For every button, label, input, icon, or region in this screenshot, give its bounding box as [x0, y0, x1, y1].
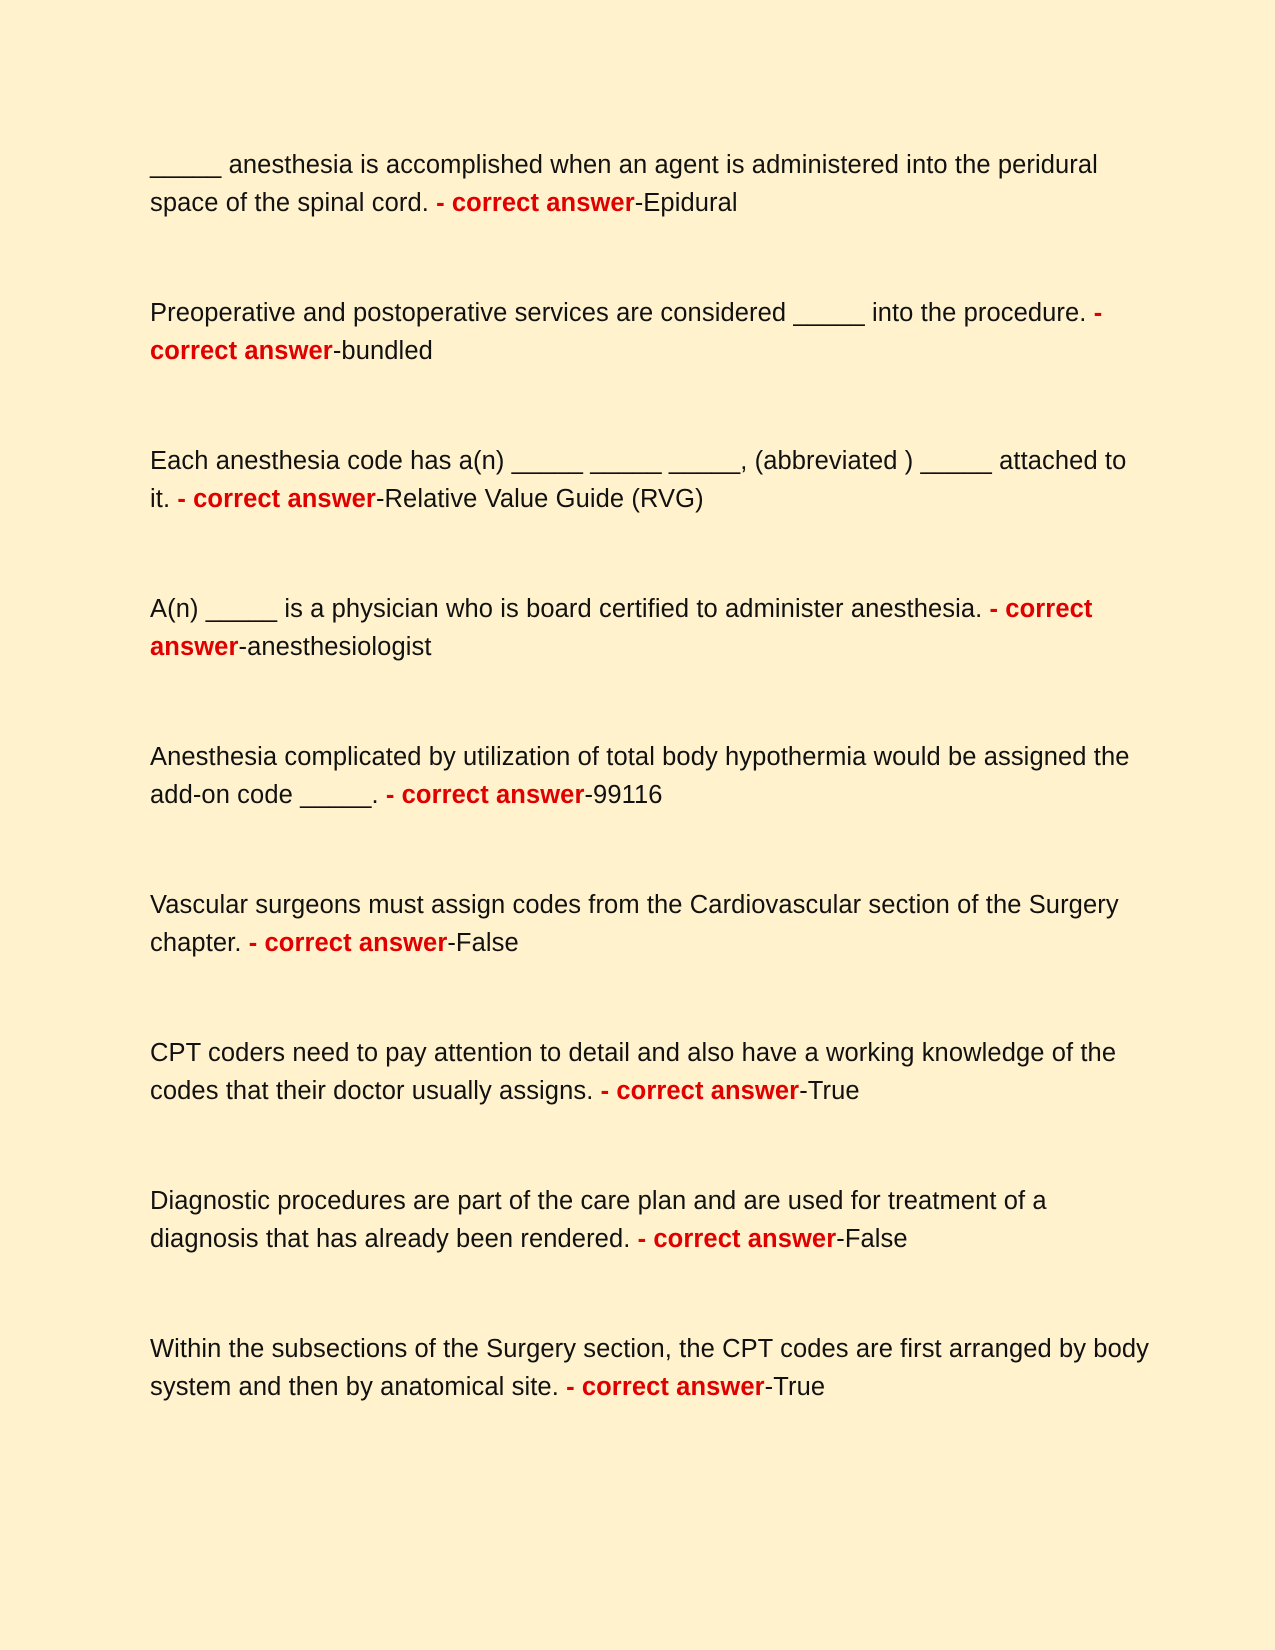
correct-answer-marker: - correct answer [600, 1077, 800, 1105]
qa-item [150, 738, 1150, 814]
answer-text: -bundled [332, 337, 433, 365]
document-page [150, 146, 1150, 1478]
correct-answer-marker: - correct answer [248, 929, 448, 957]
answer-text: -anesthesiologist [238, 633, 432, 661]
correct-answer-marker: - correct answer [566, 1373, 765, 1401]
question-text: Each anesthesia code has a(n) _____ _____ _____, (abbreviated ) _____ attached to it. [150, 447, 1127, 513]
answer-text: -99116 [584, 781, 663, 809]
answer-text: -True [799, 1077, 860, 1105]
qa-item [150, 590, 1150, 666]
qa-item [150, 294, 1150, 370]
qa-item [150, 1182, 1150, 1258]
question-text: Diagnostic procedures are part of the care plan and are used for treatment of a diagnosis that has already been rendered. [150, 1187, 1047, 1253]
qa-item [150, 146, 1150, 222]
answer-text: -False [447, 929, 519, 957]
correct-answer-marker: - correct answer [177, 485, 376, 513]
question-text: _____ anesthesia is accomplished when an agent is administered into the peridural space of the spinal cord. [150, 151, 1098, 217]
qa-item [150, 442, 1150, 518]
question-text: Within the subsections of the Surgery section, the CPT codes are first arranged by body system and then by anatomical site. [150, 1335, 1149, 1401]
question-text: Preoperative and postoperative services are considered _____ into the procedure. [150, 299, 1087, 327]
answer-text: -True [764, 1373, 826, 1401]
answer-text: -False [836, 1225, 908, 1253]
qa-item [150, 1330, 1150, 1406]
correct-answer-marker: - correct answer [385, 781, 585, 809]
answer-text: -Relative Value Guide (RVG) [375, 485, 704, 513]
question-text: Vascular surgeons must assign codes from the Cardiovascular section of the Surgery chapter. [150, 891, 1119, 957]
question-text: CPT coders need to pay attention to detail and also have a working knowledge of the codes that their doctor usually assigns. [150, 1039, 1117, 1105]
correct-answer-marker: - correct answer [150, 595, 1093, 661]
question-text: Anesthesia complicated by utilization of total body hypothermia would be assigned the add-on code _____. [150, 743, 1130, 809]
qa-item [150, 886, 1150, 962]
qa-item [150, 1034, 1150, 1110]
question-text: A(n) _____ is a physician who is board certified to administer anesthesia. [150, 595, 983, 623]
correct-answer-marker: - correct answer [150, 299, 1103, 365]
correct-answer-marker: - correct answer [436, 189, 635, 217]
answer-text: -Epidural [634, 189, 738, 217]
correct-answer-marker: - correct answer [637, 1225, 837, 1253]
